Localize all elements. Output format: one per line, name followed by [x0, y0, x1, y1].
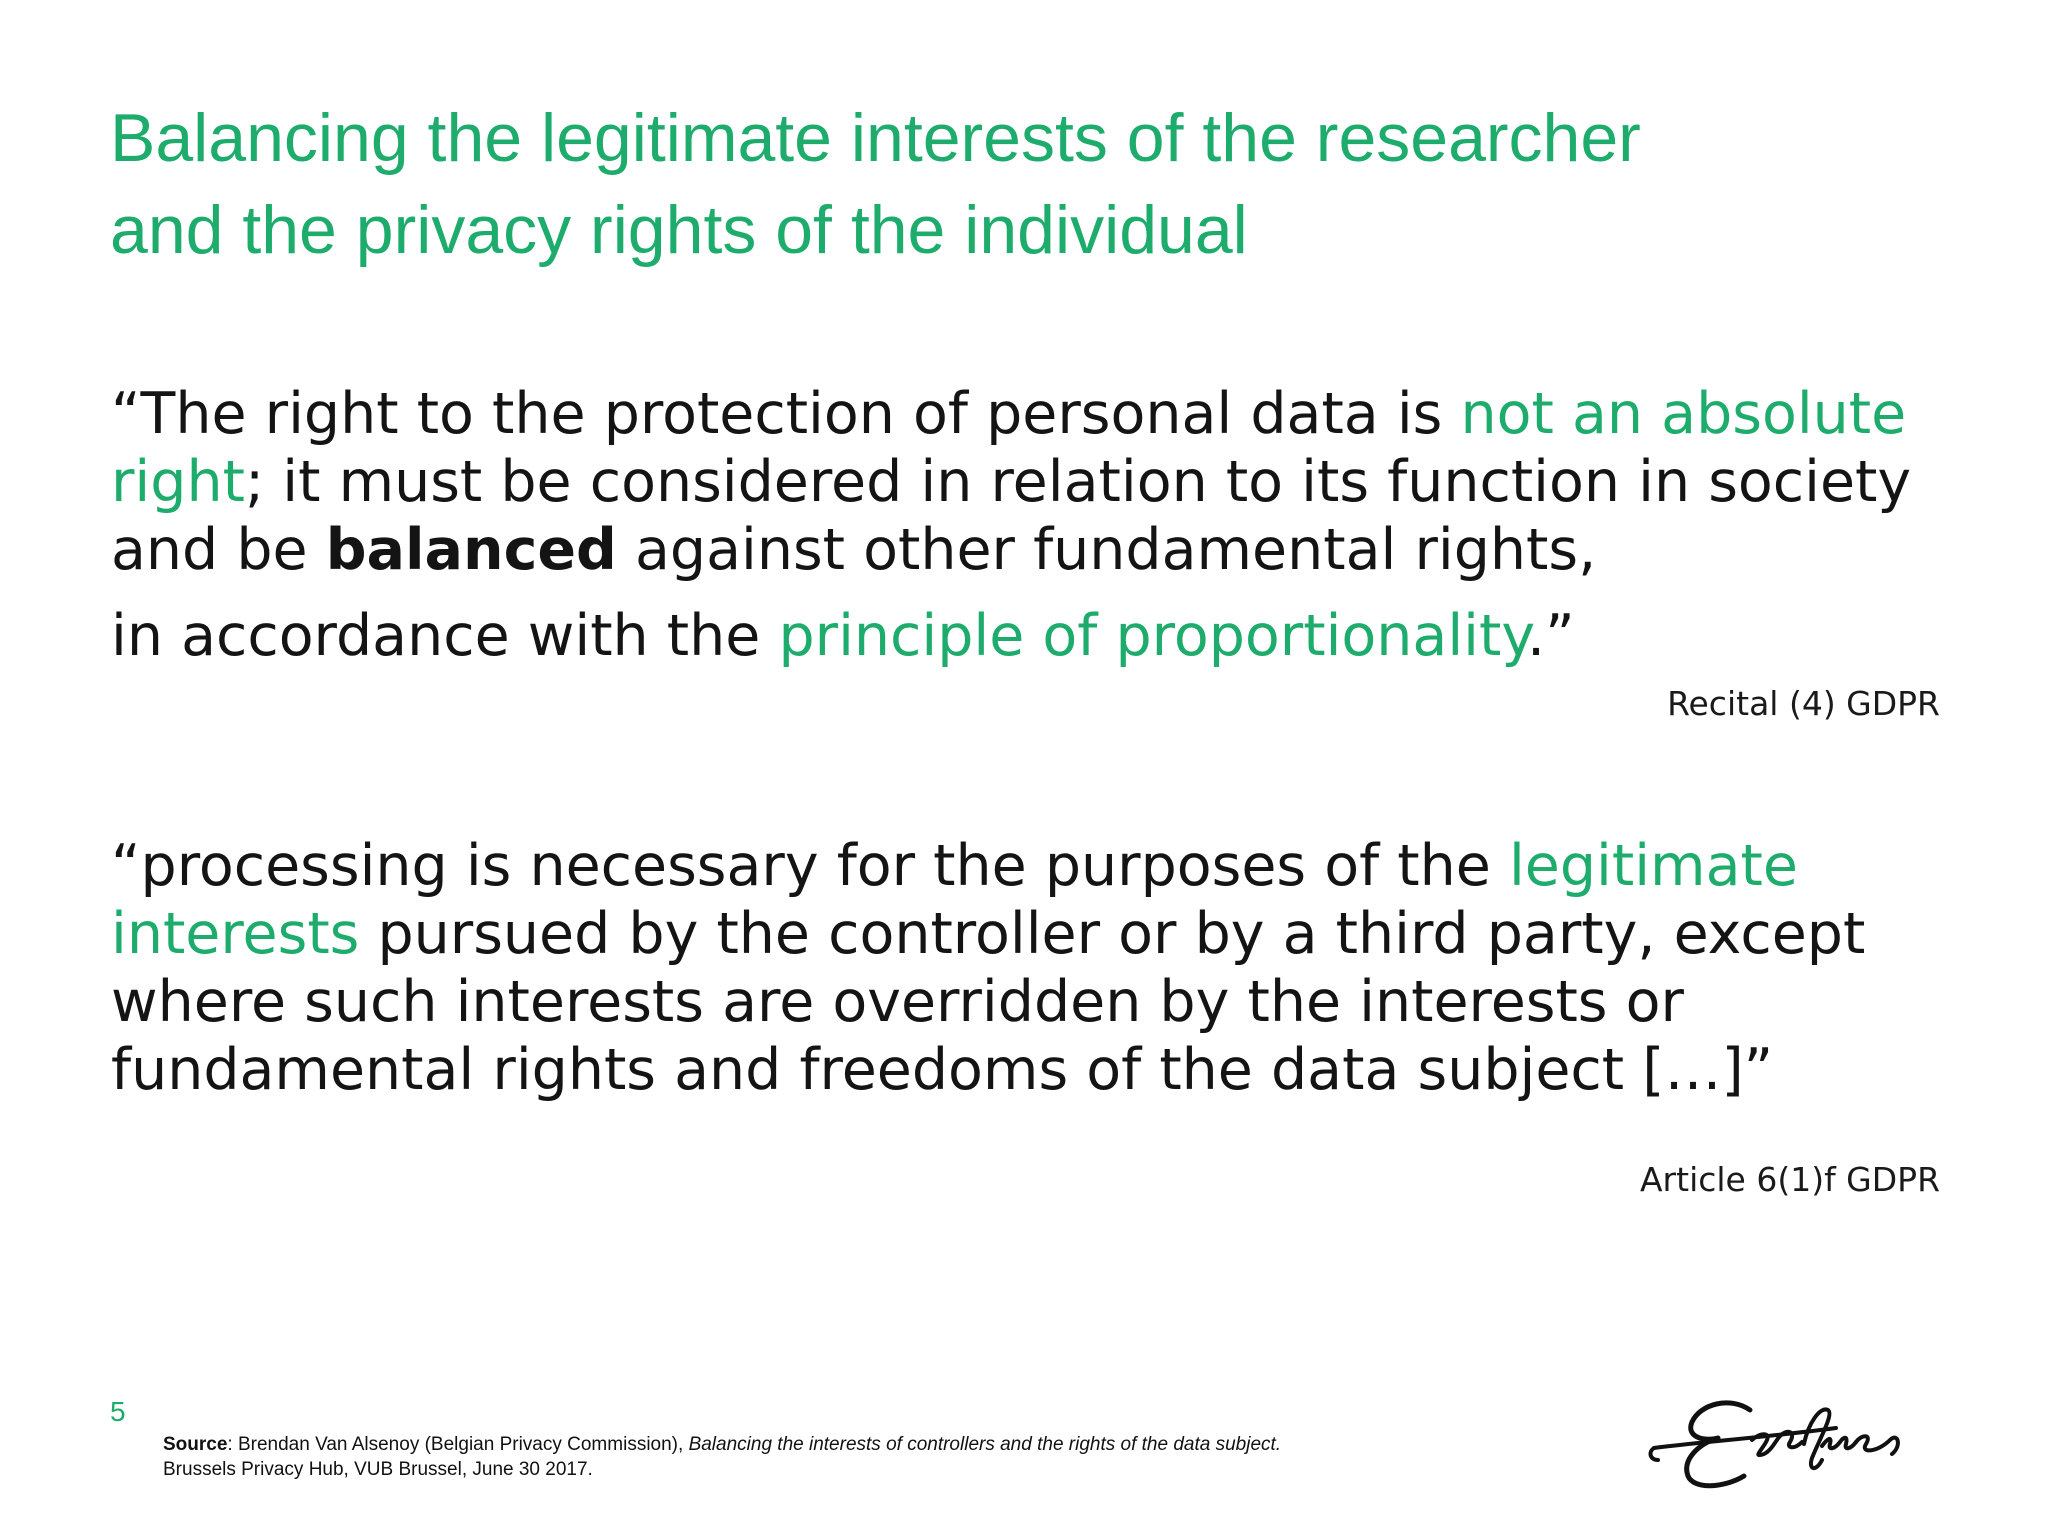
quote1-line-1: [111, 380, 1911, 448]
quote1-text: in accordance with the: [111, 603, 779, 669]
slide-title-line-1: Balancing the legitimate interests of the researcher: [110, 100, 1641, 176]
quote2-line-4: fundamental rights and freedoms of the data subject […]”: [111, 1037, 1774, 1103]
quote1-citation: Recital (4) GDPR: [1667, 684, 1940, 723]
quote1-text: and be: [111, 517, 326, 583]
source-line-2: Brussels Privacy Hub, VUB Brussel, June 30 2017.: [163, 1459, 593, 1480]
quote2-text: “processing is necessary for the purposes of the: [111, 833, 1509, 899]
quote1-bold-balanced: balanced: [325, 517, 617, 583]
quote1-line-4: [111, 602, 1911, 670]
page-number: 5: [110, 1396, 126, 1427]
quote2-highlight-interests: interests: [111, 901, 360, 967]
erasmus-logo: [1640, 1388, 1940, 1498]
source-note: [163, 1432, 1281, 1482]
quote1-text: .”: [1526, 603, 1575, 669]
erasmus-signature-icon: [1640, 1388, 1940, 1498]
quote1-text: against other fundamental rights,: [616, 517, 1597, 583]
quote2-line-1: [111, 832, 1865, 900]
quote2-line-2: [111, 900, 1865, 968]
quote-recital-4: [111, 380, 1911, 670]
quote1-line-3: [111, 516, 1911, 584]
source-line-1: [163, 1432, 1281, 1457]
quote1-line-2: [111, 448, 1911, 516]
quote1-highlight-proportionality: principle of proportionality: [778, 603, 1527, 669]
source-label: Source: [163, 1434, 228, 1455]
source-title: Balancing the interests of controllers and the rights of the data subject.: [688, 1434, 1282, 1455]
quote1-highlight-not-absolute: not an absolute: [1460, 381, 1907, 447]
source-text: : Brendan Van Alsenoy (Belgian Privacy Commission),: [227, 1434, 689, 1455]
quote1-highlight-right: right: [111, 449, 245, 515]
quote2-text: pursued by the controller or by a third party, except: [359, 901, 1866, 967]
quote2-line-3: where such interests are overridden by the interests or: [111, 969, 1684, 1035]
quote1-text: ; it must be considered in relation to its function in society: [244, 449, 1912, 515]
quote-article-6: [111, 832, 1865, 1104]
quote2-citation: Article 6(1)f GDPR: [1639, 1160, 1940, 1199]
slide-title: [110, 92, 1910, 276]
slide-title-line-2: and the privacy rights of the individual: [110, 192, 1248, 268]
quote1-text: “The right to the protection of personal data is: [111, 381, 1461, 447]
quote2-highlight-legitimate: legitimate: [1508, 833, 1798, 899]
